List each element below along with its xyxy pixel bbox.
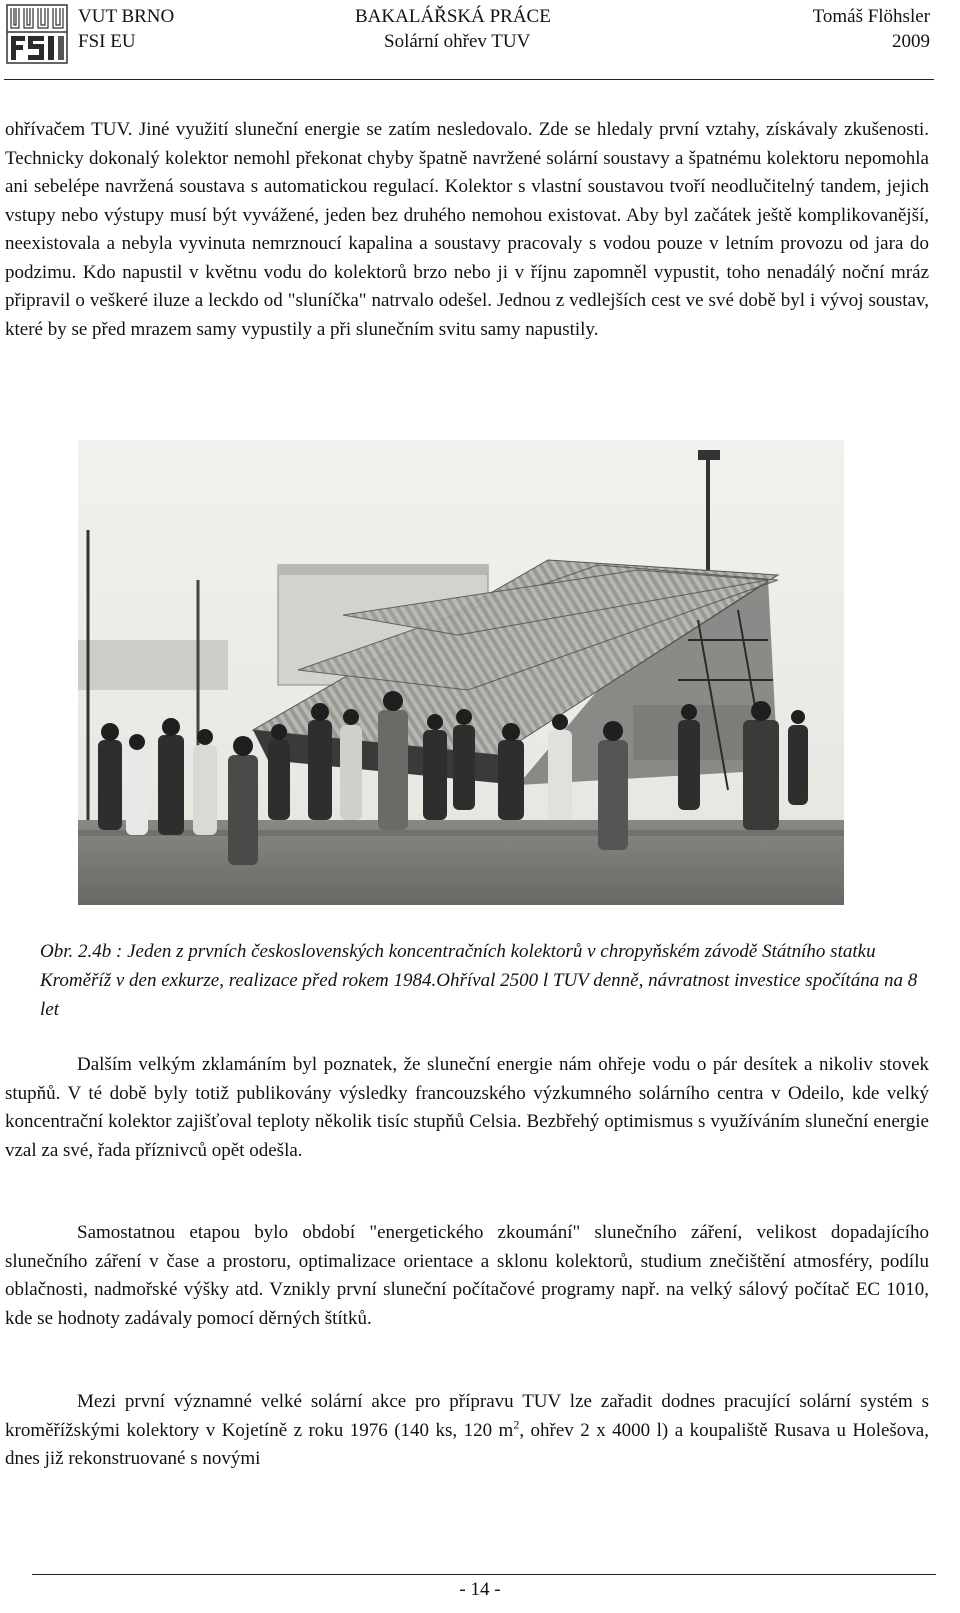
vut-fsi-logo-icon <box>6 4 68 64</box>
paragraph-3 <box>5 1219 929 1333</box>
paragraph-4-end: , ohřev 2 x 4000 l) a koupaliště Rusava u Holešova, dnes již rekonstruované s novými <box>5 1419 929 1469</box>
header-faculty: FSI EU <box>78 31 136 52</box>
page-number: - 14 - <box>459 1579 501 1600</box>
paragraph-2-text: Dalším velkým zklamáním byl poznatek, že sluneční energie nám ohřeje vodu o pár desítek a nikoliv stovek stupňů. V té době byly totiž publikovány výsledky francouzského výzkumného solárního centra v Odeilo, kde velký koncentrační kolektor zajišťoval teploty několik tisíc stupňů Celsia. Bezbřehý optimismus s využíváním sluneční energie vzal za své, řada příznivců opět odešla. <box>5 1054 929 1161</box>
paragraph-4-text <box>5 1388 929 1474</box>
figure-caption <box>40 937 930 1024</box>
header-author: Tomáš Flöhsler <box>812 6 930 27</box>
header-thesis-type: BAKALÁŘSKÁ PRÁCE <box>355 6 551 27</box>
figure-caption-main: Obr. 2.4b : Jeden z prvních československých koncentračních kolektorů v chropyňském závodě Státního statku Kroměříž v den exkurze, realizace před rokem 1984. <box>40 941 876 991</box>
collector-photo <box>78 440 844 905</box>
paragraph-4 <box>5 1388 929 1474</box>
paragraph-1-text: ohřívačem TUV. Jiné využití sluneční energie se zatím nesledovalo. Zde se hledaly první vztahy, získávaly zkušenosti. Technicky dokonalý kolektor nemohl překonat chyby špatně navržené solární soustavy a špatnému kolektoru nepomohla ani sebelépe navržená soustava s automatickou regulací. Kolektor s vlastní soustavou tvoří neodlučitelný tandem, jejich vstupy nebo výstupy musí být vyvážené, jeden bez druhého nemohou existovat. Aby byl začátek ještě komplikovanější, neexistovala a nebyla vyvinuta nemrznoucí kapalina a soustavy pracovaly s vodou pouze v letním provozu od jara do podzimu. Kdo napustil v květnu vodu do kolektorů brzo nebo ji v říjnu zapomněl vypustit, toho nenadálý noční mráz připravil o veškeré iluze a leckdo od "sluníčka" natrvalo odešel. Jednou z vedlejších cest ve své době byl i vývoj soustav, které by se před mrazem samy vypustily a při slunečním svitu samy napustily. <box>5 119 929 340</box>
paragraph-3-text: Samostatnou etapou bylo období "energetického zkoumání" slunečního záření, velikost dopadajícího slunečního záření v čase a prostoru, optimalizace orientace a sklonu kolektorů, studium znečištění atmosféry, podílu oblačnosti, nadmořské výšky atd. Vznikly první sluneční počítačové programy např. na velký sálový počítač EC 1010, kde se hodnoty zadávaly pomocí děrných štítků. <box>5 1222 929 1329</box>
superscript-2: 2 <box>513 1417 520 1432</box>
figure-caption-detail: Ohříval 2500 l TUV denně, návratnost investice spočítána na 8 let <box>40 970 918 1020</box>
header-rule <box>4 79 934 80</box>
header-thesis-title: Solární ohřev TUV <box>384 31 531 52</box>
header-school: VUT BRNO <box>78 6 175 27</box>
footer-rule <box>32 1574 936 1575</box>
paragraph-2 <box>5 1051 929 1165</box>
header-year: 2009 <box>892 31 930 52</box>
page-header <box>0 0 960 70</box>
paragraph-4-start: Mezi první významné velké solární akce pro přípravu TUV lze zařadit dodnes pracující solární systém s kroměřížskými kolektory v Kojetíně z roku 1976 (140 ks, 120 m <box>5 1391 929 1441</box>
paragraph-1 <box>5 116 929 344</box>
